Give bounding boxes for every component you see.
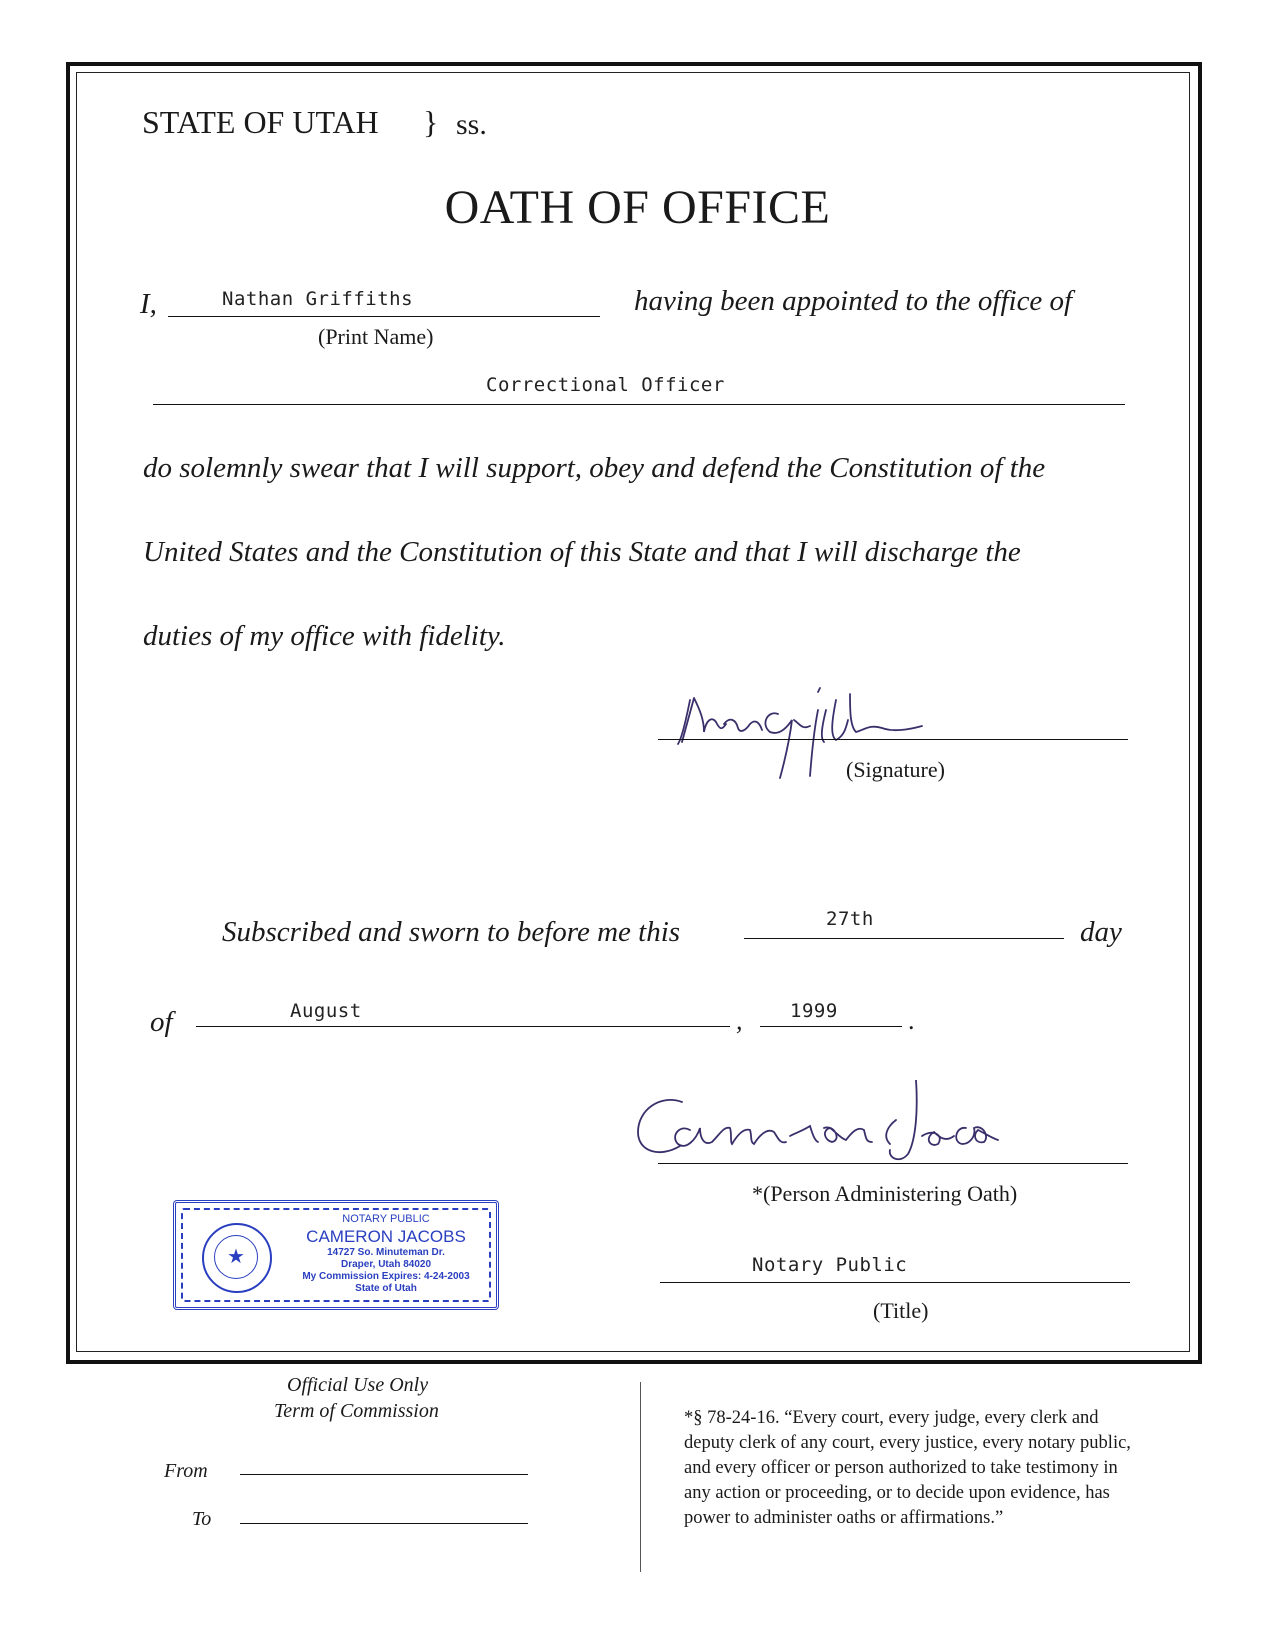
signature-caption: (Signature) (846, 757, 945, 782)
i-prefix: I, (140, 288, 157, 320)
from-line (240, 1474, 528, 1475)
statute-line: any action or proceeding, or to decide upon evidence, has (684, 1483, 1110, 1503)
year-value: 1999 (790, 1000, 838, 1022)
month-value: August (290, 1000, 362, 1022)
statute-note (684, 1406, 1204, 1531)
day-line (744, 938, 1064, 939)
to-line (240, 1523, 528, 1524)
stamp-city: Draper, Utah 84020 (340, 1259, 432, 1270)
office-value: Correctional Officer (486, 374, 725, 396)
title-caption: (Title) (873, 1298, 929, 1323)
statute-line: *§ 78-24-16. “Every court, every judge, every clerk and (684, 1408, 1099, 1428)
oath-line-2: United States and the Constitution of this State and that I will discharge the (143, 536, 1021, 568)
statute-line: deputy clerk of any court, every justice, every notary public, (684, 1433, 1131, 1453)
office-line (153, 404, 1125, 405)
month-line (196, 1026, 730, 1027)
stamp-address: 14727 So. Minuteman Dr. (327, 1247, 445, 1258)
stamp-state: State of Utah (355, 1283, 417, 1294)
signature-line (658, 739, 1128, 740)
utah-seal-emblem (202, 1223, 272, 1293)
name-line (168, 316, 600, 317)
print-name-caption: (Print Name) (318, 324, 434, 349)
notary-stamp (173, 1200, 499, 1310)
stamp-name: CAMERON JACOBS (306, 1227, 466, 1246)
administrator-caption: *(Person Administering Oath) (752, 1181, 1018, 1206)
statute-line: power to administer oaths or affirmations.” (684, 1508, 1004, 1528)
oath-line-1: do solemnly swear that I will support, obey and defend the Constitution of the (143, 452, 1046, 484)
title-value: Notary Public (752, 1254, 908, 1276)
to-label: To (192, 1508, 212, 1530)
day-label: day (1080, 916, 1122, 948)
stamp-notary-public: NOTARY PUBLIC (342, 1213, 430, 1225)
signature-cameron-jacobs (620, 1080, 1220, 1180)
ss-label: ss. (456, 108, 487, 141)
official-use-heading: Official Use Only (287, 1374, 429, 1396)
term-heading: Term of Commission (274, 1400, 439, 1422)
statute-line: and every officer or person authorized to take testimony in (684, 1458, 1118, 1478)
title-line (660, 1282, 1130, 1283)
brace: } (423, 104, 439, 140)
oath-line-3: duties of my office with fidelity. (143, 620, 506, 652)
footer-divider (640, 1382, 641, 1572)
administrator-line (658, 1163, 1128, 1164)
of-label: of (150, 1006, 173, 1038)
day-value: 27th (826, 908, 874, 930)
stamp-expiration: My Commission Expires: 4-24-2003 (302, 1271, 470, 1282)
document-title: OATH OF OFFICE (444, 181, 831, 234)
comma: , (736, 1006, 743, 1035)
name-value: Nathan Griffiths (222, 288, 414, 310)
seal-emblem-icon: ★ (214, 1235, 258, 1279)
year-line (760, 1026, 902, 1027)
state-heading: STATE OF UTAH (142, 104, 379, 140)
period: . (908, 1006, 915, 1035)
from-label: From (164, 1460, 208, 1482)
appointed-text: having been appointed to the office of (634, 285, 1073, 317)
sworn-text: Subscribed and sworn to before me this (222, 916, 681, 948)
